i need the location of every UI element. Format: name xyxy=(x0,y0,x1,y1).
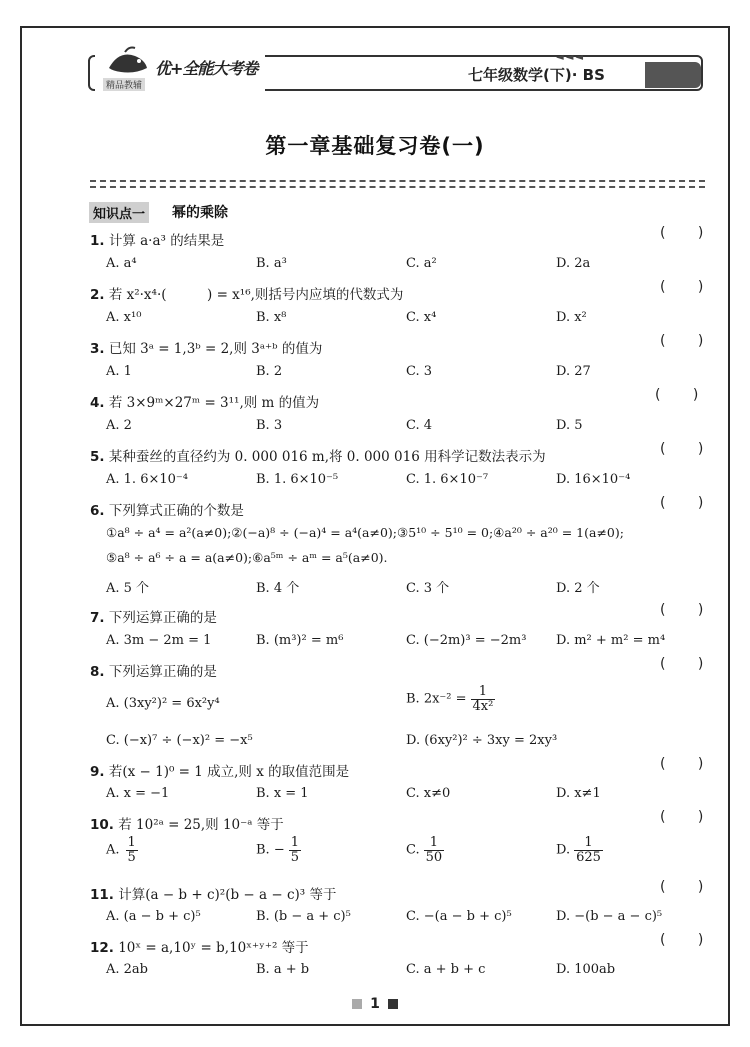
question-text: 计算(a − b + c)²(b − a − c)³ 等于 xyxy=(118,887,337,903)
fraction xyxy=(574,836,603,864)
option-d[interactable] xyxy=(556,836,603,864)
question-12 xyxy=(90,936,309,956)
option-a[interactable]: A. (a − b + c)⁵ xyxy=(106,909,201,924)
section-title: 幂的乘除 xyxy=(172,205,228,221)
square-marker-icon xyxy=(388,999,398,1009)
denominator: 5 xyxy=(290,849,299,865)
question-number: 11. xyxy=(90,887,114,903)
question-text: 下列算式正确的个数是 xyxy=(108,503,244,519)
question-8 xyxy=(90,660,217,680)
denominator: 5 xyxy=(127,849,136,865)
question-6 xyxy=(90,499,244,519)
fraction xyxy=(424,836,445,864)
question-5 xyxy=(90,445,546,465)
answer-paren[interactable]: ( ) xyxy=(660,656,718,672)
option-c[interactable]: C. x⁴ xyxy=(406,310,437,325)
subject-title: 七年级数学(下)· BS xyxy=(468,66,605,84)
option-d[interactable]: D. 2 个 xyxy=(556,581,600,596)
question-11 xyxy=(90,883,336,903)
option-b[interactable]: B. x⁸ xyxy=(256,310,287,325)
brand-subtitle: 精品教辅 xyxy=(103,78,145,91)
section-tag: 知识点一 xyxy=(89,202,149,223)
question-text: 若 10²ᵃ = 25,则 10⁻ᵃ 等于 xyxy=(118,817,284,833)
option-label: C. xyxy=(406,842,420,858)
option-a[interactable]: A. x¹⁰ xyxy=(106,310,142,325)
question-number: 3. xyxy=(90,341,105,357)
question-number: 6. xyxy=(90,503,105,519)
option-c[interactable]: C. 4 xyxy=(406,418,433,433)
question-3 xyxy=(90,337,322,357)
option-a[interactable]: A. 3m − 2m = 1 xyxy=(106,633,212,648)
question-number: 9. xyxy=(90,764,105,780)
option-c[interactable]: C. a + b + c xyxy=(406,962,486,977)
question-4 xyxy=(90,391,319,411)
option-c[interactable]: C. (−x)⁷ ÷ (−x)² = −x⁵ xyxy=(106,733,253,748)
question-text: 计算 a·a³ 的结果是 xyxy=(108,233,225,249)
numerator: 1 xyxy=(471,685,496,700)
brand-logo xyxy=(95,44,265,92)
option-a[interactable]: A. 1 xyxy=(106,364,132,379)
option-a[interactable]: A. x = −1 xyxy=(106,786,170,801)
option-c[interactable]: C. (−2m)³ = −2m³ xyxy=(406,633,527,648)
page-number: 1 xyxy=(370,996,380,1012)
question-2 xyxy=(90,283,403,303)
question-text: 下列运算正确的是 xyxy=(108,664,217,680)
square-marker-icon xyxy=(352,999,362,1009)
option-b[interactable]: B. a + b xyxy=(256,962,310,977)
question-number: 12. xyxy=(90,940,114,956)
option-a[interactable]: A. 5 个 xyxy=(106,581,150,596)
answer-paren[interactable]: ( ) xyxy=(660,333,718,349)
brand-name: 优+全能大考卷 xyxy=(155,59,258,78)
option-c[interactable]: C. a² xyxy=(406,256,437,271)
answer-paren[interactable]: ( ) xyxy=(660,602,718,618)
option-d[interactable]: D. x≠1 xyxy=(556,786,601,801)
answer-paren[interactable]: ( ) xyxy=(660,225,718,241)
answer-paren[interactable]: ( ) xyxy=(660,279,718,295)
fish-logo-icon xyxy=(105,46,151,76)
option-b-text: B. 2x⁻² = xyxy=(406,691,467,707)
option-d[interactable]: D. −(b − a − c)⁵ xyxy=(556,909,663,924)
option-b[interactable] xyxy=(406,685,495,713)
answer-paren[interactable]: ( ) xyxy=(660,441,718,457)
option-c[interactable]: C. 3 xyxy=(406,364,433,379)
option-c[interactable] xyxy=(406,836,444,864)
question-text: 若(x − 1)⁰ = 1 成立,则 x 的取值范围是 xyxy=(108,764,350,780)
answer-paren[interactable]: ( ) xyxy=(655,387,713,403)
option-b[interactable] xyxy=(256,836,301,864)
fraction xyxy=(471,685,496,713)
option-label: D. xyxy=(556,842,571,858)
option-c[interactable]: C. x≠0 xyxy=(406,786,451,801)
option-b[interactable]: B. 3 xyxy=(256,418,283,433)
option-a[interactable]: A. 2ab xyxy=(106,962,148,977)
option-b[interactable]: B. 1. 6×10⁻⁵ xyxy=(256,472,339,487)
question-number: 4. xyxy=(90,395,105,411)
question-text: 10ˣ = a,10ʸ = b,10ˣ⁺ʸ⁺² 等于 xyxy=(118,940,309,956)
question-number: 7. xyxy=(90,610,105,626)
option-c[interactable]: C. 1. 6×10⁻⁷ xyxy=(406,472,489,487)
option-d[interactable]: D. 5 xyxy=(556,418,583,433)
option-d[interactable]: D. 2a xyxy=(556,256,591,271)
header-arrows: ◄◄◄ xyxy=(556,52,586,63)
answer-paren[interactable]: ( ) xyxy=(660,495,718,511)
option-a[interactable]: A. a⁴ xyxy=(106,256,137,271)
fraction xyxy=(289,836,301,864)
question-number: 5. xyxy=(90,449,105,465)
numerator: 1 xyxy=(127,835,136,850)
option-c[interactable]: C. −(a − b + c)⁵ xyxy=(406,909,512,924)
question-text: 某种蚕丝的直径约为 0. 000 016 m,将 0. 000 016 用科学记数法表示为 xyxy=(108,449,546,465)
option-label: B. − xyxy=(256,842,285,858)
question-text: 若 x²·x⁴·( ) = x¹⁶,则括号内应填的代数式为 xyxy=(108,287,404,303)
denominator: 50 xyxy=(425,849,443,865)
answer-paren[interactable]: ( ) xyxy=(660,932,718,948)
option-a[interactable]: A. (3xy²)² = 6x²y⁴ xyxy=(106,696,220,711)
denominator: 625 xyxy=(576,849,601,865)
question-7 xyxy=(90,606,217,626)
option-d[interactable]: D. (6xy²)² ÷ 3xy = 2xy³ xyxy=(406,733,558,748)
header-tab xyxy=(645,62,701,88)
question-text: 已知 3ᵃ = 1,3ᵇ = 2,则 3ᵃ⁺ᵇ 的值为 xyxy=(108,341,323,357)
option-d[interactable]: D. m² + m² = m⁴ xyxy=(556,633,666,648)
option-b[interactable]: B. x = 1 xyxy=(256,786,309,801)
option-b[interactable]: B. a³ xyxy=(256,256,287,271)
answer-paren[interactable]: ( ) xyxy=(660,809,718,825)
option-a[interactable] xyxy=(106,836,138,864)
question-1 xyxy=(90,229,224,249)
option-a[interactable]: A. 2 xyxy=(106,418,132,433)
option-d[interactable]: D. x² xyxy=(556,310,587,325)
statement-line-2: ⑤a⁸ ÷ a⁶ ÷ a = a(a≠0);⑥a⁵ᵐ ÷ aᵐ = a⁵(a≠0). xyxy=(106,550,388,565)
question-text: 下列运算正确的是 xyxy=(108,610,217,626)
page-footer xyxy=(0,996,750,1012)
option-d[interactable]: D. 16×10⁻⁴ xyxy=(556,472,631,487)
question-number: 8. xyxy=(90,664,105,680)
question-number: 2. xyxy=(90,287,105,303)
question-number: 10. xyxy=(90,817,114,833)
option-d[interactable]: D. 100ab xyxy=(556,962,616,977)
option-d[interactable]: D. 27 xyxy=(556,364,591,379)
question-text: 若 3×9ᵐ×27ᵐ = 3¹¹,则 m 的值为 xyxy=(108,395,320,411)
option-a[interactable]: A. 1. 6×10⁻⁴ xyxy=(106,472,188,487)
option-b[interactable]: B. 4 个 xyxy=(256,581,300,596)
chapter-title: 第一章基础复习卷(一) xyxy=(265,134,485,158)
answer-paren[interactable]: ( ) xyxy=(660,879,718,895)
option-b[interactable]: B. (b − a + c)⁵ xyxy=(256,909,351,924)
fraction xyxy=(126,836,138,864)
option-b[interactable]: B. 2 xyxy=(256,364,283,379)
answer-paren[interactable]: ( ) xyxy=(660,756,718,772)
numerator: 1 xyxy=(290,835,299,850)
divider-top xyxy=(90,180,705,182)
denominator: 4x² xyxy=(472,698,494,714)
numerator: 1 xyxy=(424,836,445,851)
option-c[interactable]: C. 3 个 xyxy=(406,581,450,596)
divider-bottom xyxy=(90,186,705,188)
numerator: 1 xyxy=(574,836,603,851)
statement-line-1: ①a⁸ ÷ a⁴ = a²(a≠0);②(−a)⁸ ÷ (−a)⁴ = a⁴(a≠0);③5¹⁰ ÷ 5¹⁰ = 0;④a²⁰ ÷ a²⁰ = 1(a≠0); xyxy=(106,525,624,540)
option-label: A. xyxy=(106,842,120,858)
option-b[interactable]: B. (m³)² = m⁶ xyxy=(256,633,344,648)
question-number: 1. xyxy=(90,233,105,249)
question-10 xyxy=(90,813,284,833)
question-9 xyxy=(90,760,349,780)
